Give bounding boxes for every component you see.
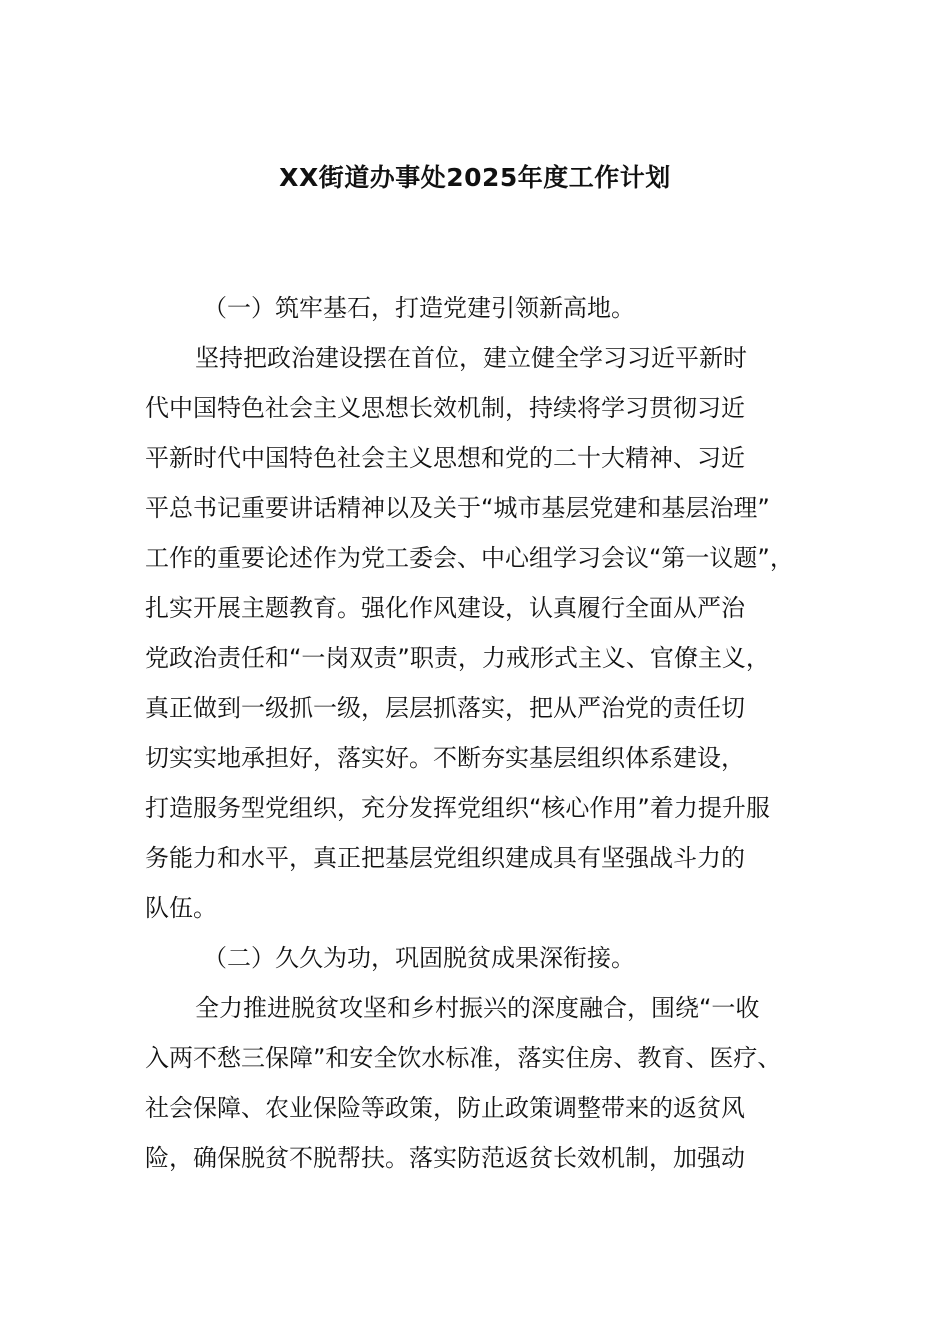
- section-paragraph-1: [145, 333, 813, 933]
- section-heading-2: （二）久久为功，巩固脱贫成果深衔接。: [203, 944, 635, 972]
- paragraph-line: 全力推进脱贫攻坚和乡村振兴的深度融合，围绕“一收: [195, 994, 760, 1022]
- section-paragraph-2: [145, 983, 813, 1183]
- document-title: XX街道办事处2025年度工作计划: [279, 163, 671, 192]
- document-body: [145, 283, 813, 1183]
- paragraph-line: 平新时代中国特色社会主义思想和党的二十大精神、习近: [145, 444, 745, 472]
- paragraph-line: 社会保障、农业保险等政策，防止政策调整带来的返贫风: [145, 1094, 745, 1122]
- paragraph-line: 入两不愁三保障”和安全饮水标准，落实住房、教育、医疗、: [145, 1044, 782, 1072]
- paragraph-line: 真正做到一级抓一级，层层抓落实，把从严治党的责任切: [145, 694, 745, 722]
- paragraph-line: 党政治责任和“一岗双责”职责，力戒形式主义、官僚主义，: [145, 644, 770, 672]
- paragraph-line: 坚持把政治建设摆在首位，建立健全学习习近平新时: [195, 344, 747, 372]
- paragraph-line: 队伍。: [145, 894, 217, 922]
- paragraph-line: 扎实开展主题教育。强化作风建设，认真履行全面从严治: [145, 594, 745, 622]
- paragraph-line: 险，确保脱贫不脱帮扶。落实防范返贫长效机制，加强动: [145, 1144, 745, 1172]
- section-heading-1: （一）筑牢基石，打造党建引领新高地。: [203, 294, 635, 322]
- paragraph-line: 平总书记重要讲话精神以及关于“城市基层党建和基层治理”: [145, 494, 770, 522]
- paragraph-line: 打造服务型党组织，充分发挥党组织“核心作用”着力提升服: [145, 794, 770, 822]
- paragraph-line: 代中国特色社会主义思想长效机制，持续将学习贯彻习近: [145, 394, 745, 422]
- paragraph-line: 务能力和水平，真正把基层党组织建成具有坚强战斗力的: [145, 844, 745, 872]
- paragraph-line: 切实实地承担好，落实好。不断夯实基层组织体系建设，: [145, 744, 745, 772]
- paragraph-line: 工作的重要论述作为党工委会、中心组学习会议“第一议题”，: [145, 544, 794, 572]
